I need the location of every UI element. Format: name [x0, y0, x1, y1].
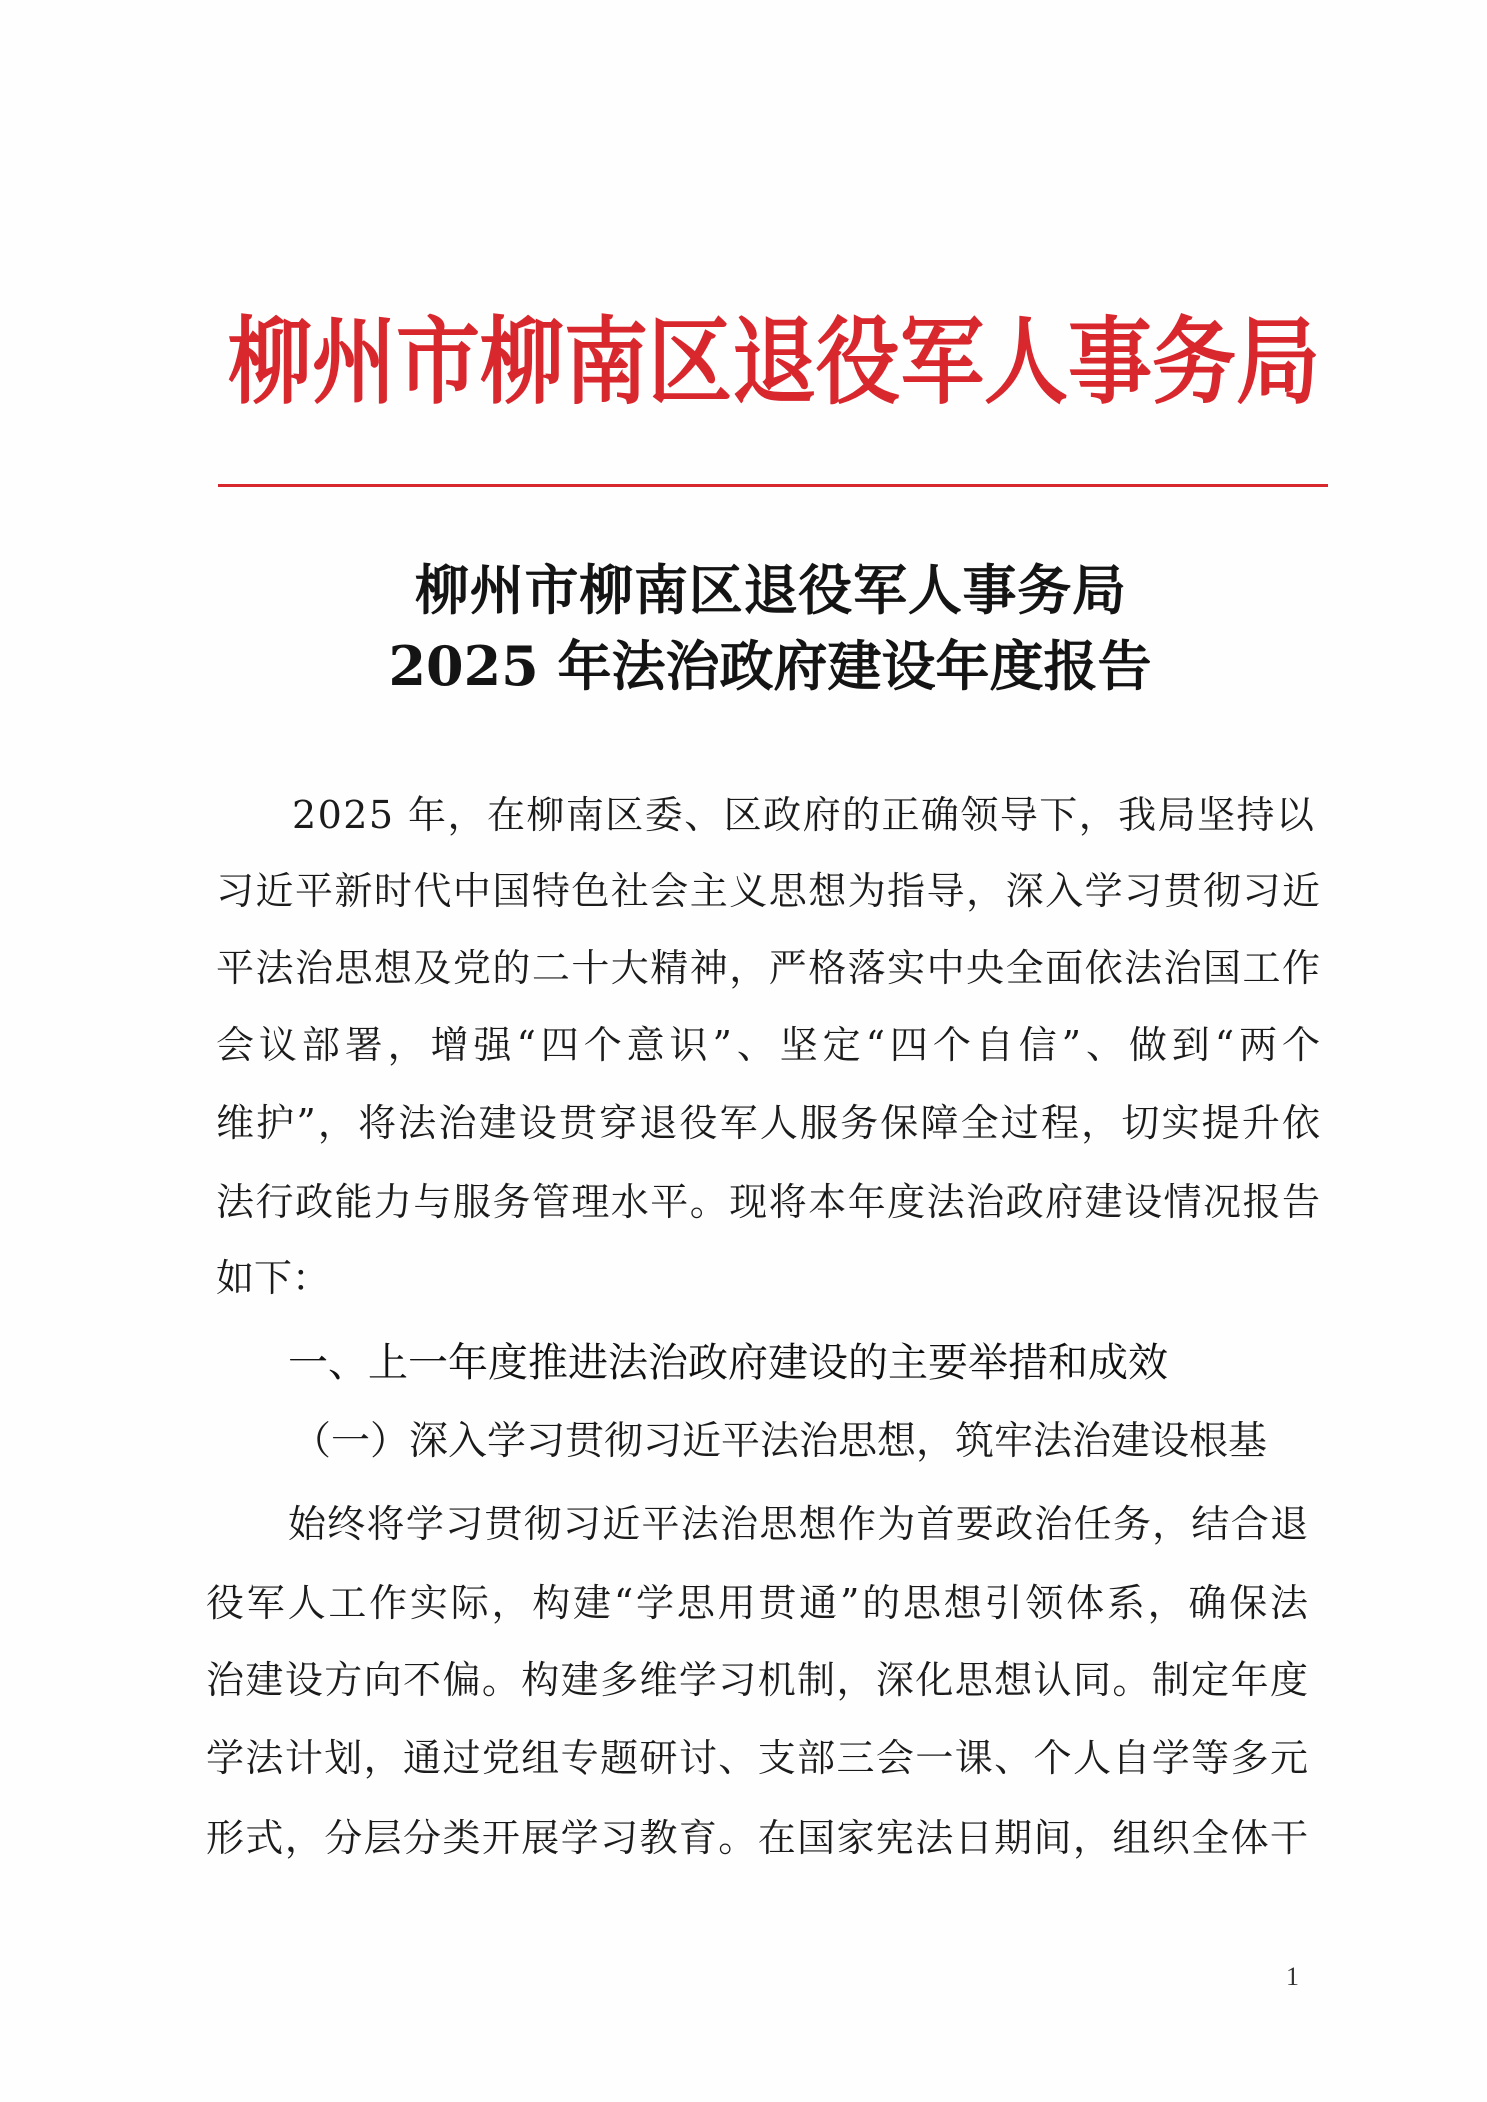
intro-line: 维护”，将法治建设贯穿退役军人服务保障全过程，切实提升依	[216, 1101, 1323, 1145]
document-title-line-2: 2025 年法治政府建设年度报告	[388, 634, 1152, 698]
intro-line: 如下：	[216, 1256, 331, 1300]
intro-line: 习近平新时代中国特色社会主义思想为指导，深入学习贯彻习近	[216, 869, 1322, 913]
document-title-line-1: 柳州市柳南区退役军人事务局	[415, 558, 1127, 622]
intro-line: 平法治思想及党的二十大精神，严格落实中央全面依法治国工作	[216, 946, 1322, 990]
subsection-heading: （一）深入学习贯彻习近平法治思想，筑牢法治建设根基	[292, 1419, 1268, 1464]
paragraph-line: 形式，分层分类开展学习教育。在国家宪法日期间，组织全体干	[206, 1816, 1310, 1860]
letterhead-red-rule	[218, 484, 1328, 487]
intro-line: 2025 年，在柳南区委、区政府的正确领导下，我局坚持以	[292, 793, 1316, 837]
intro-line: 法行政能力与服务管理水平。现将本年度法治政府建设情况报告	[216, 1180, 1322, 1224]
section-heading: 一、上一年度推进法治政府建设的主要举措和成效	[288, 1340, 1168, 1386]
letterhead-org-name: 柳州市柳南区退役军人事务局	[228, 306, 1320, 417]
paragraph-line: 治建设方向不偏。构建多维学习机制，深化思想认同。制定年度	[206, 1658, 1310, 1702]
intro-line: 会议部署，增强“四个意识”、坚定“四个自信”、做到“两个	[216, 1023, 1325, 1067]
paragraph-line: 始终将学习贯彻习近平法治思想作为首要政治任务，结合退	[288, 1502, 1310, 1546]
paragraph-line: 役军人工作实际，构建“学思用贯通”的思想引领体系，确保法	[206, 1581, 1311, 1625]
page-number: 1	[1286, 1962, 1299, 1991]
paragraph-line: 学法计划，通过党组专题研讨、支部三会一课、个人自学等多元	[206, 1736, 1310, 1780]
